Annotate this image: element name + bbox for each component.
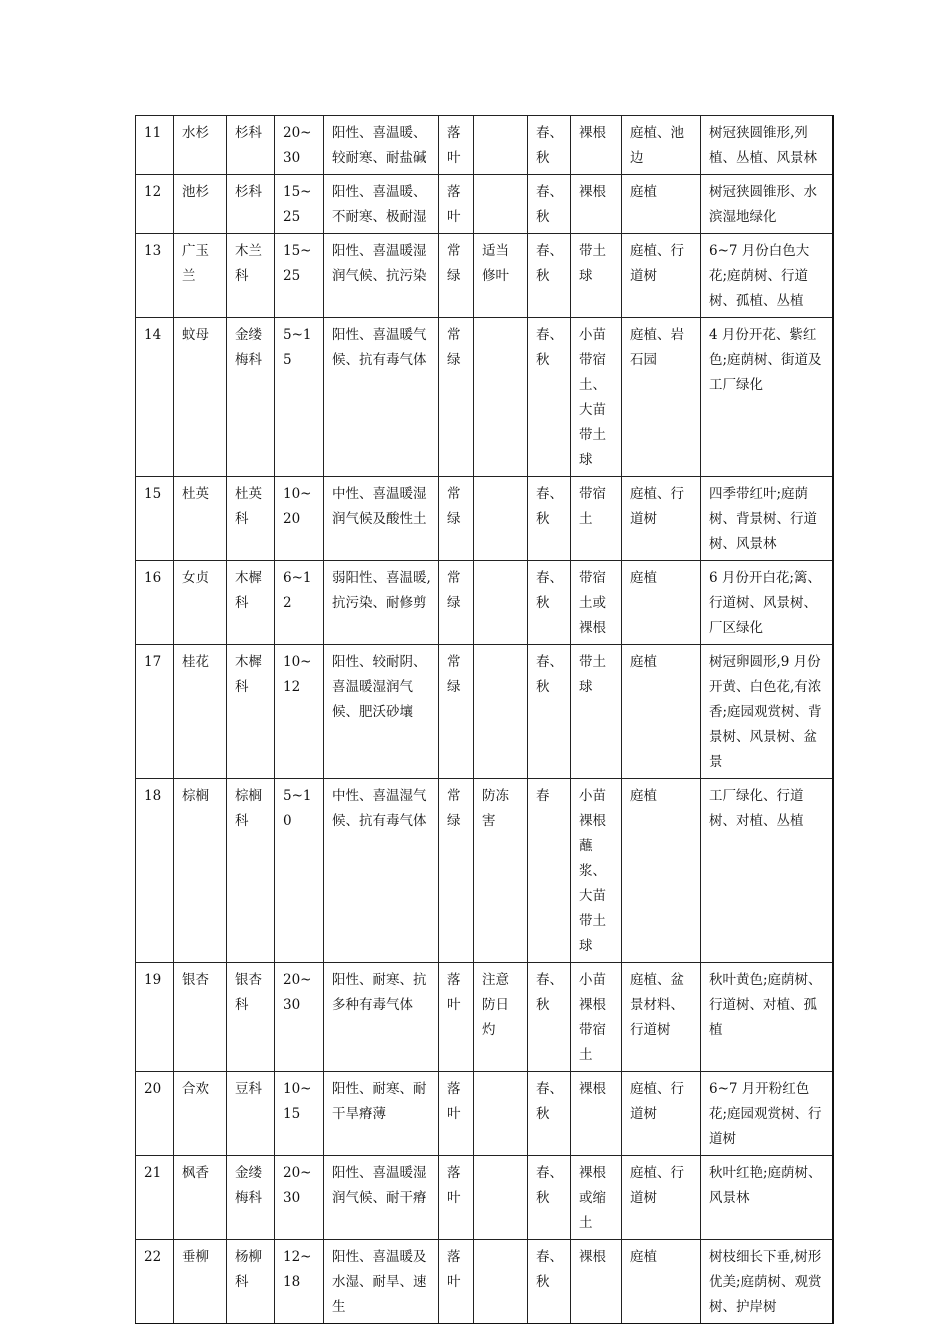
family-cell: 木樨科	[227, 561, 275, 645]
planting-season-cell: 春、秋	[528, 1156, 571, 1240]
leaf-type-cell: 常绿	[439, 318, 474, 477]
planting-season-cell: 春、秋	[528, 234, 571, 318]
habit-cell: 阳性、耐寒、耐干旱瘠薄	[324, 1072, 439, 1156]
transplant-method-cell: 小苗裸根带宿土	[571, 963, 622, 1072]
family-cell: 棕榈科	[227, 779, 275, 963]
leaf-type-cell: 落叶	[439, 116, 474, 175]
family-cell: 木樨科	[227, 645, 275, 779]
height-cell: 15~25	[275, 175, 324, 234]
transplant-method-cell: 带宿土或裸根	[571, 561, 622, 645]
table-row	[136, 477, 833, 561]
family-cell: 豆科	[227, 1072, 275, 1156]
transplant-method-cell: 裸根	[571, 1072, 622, 1156]
care-note-cell	[474, 318, 528, 477]
transplant-method-cell: 小苗带宿土、大苗带土球	[571, 318, 622, 477]
care-note-cell	[474, 116, 528, 175]
care-note-cell: 注意防日灼	[474, 963, 528, 1072]
leaf-type-cell: 落叶	[439, 963, 474, 1072]
use-site-cell: 庭植、行道树	[622, 1072, 701, 1156]
planting-season-cell: 春、秋	[528, 963, 571, 1072]
use-site-cell: 庭植	[622, 779, 701, 963]
care-note-cell	[474, 1072, 528, 1156]
transplant-method-cell: 裸根或缩土	[571, 1156, 622, 1240]
use-site-cell: 庭植、行道树	[622, 234, 701, 318]
care-note-cell: 适当修叶	[474, 234, 528, 318]
row-number-cell: 12	[136, 175, 174, 234]
care-note-cell	[474, 477, 528, 561]
transplant-method-cell: 小苗裸根蘸浆、大苗带土球	[571, 779, 622, 963]
height-cell: 10~20	[275, 477, 324, 561]
height-cell: 10~15	[275, 1072, 324, 1156]
leaf-type-cell: 落叶	[439, 1240, 474, 1324]
row-number-cell: 16	[136, 561, 174, 645]
habit-cell: 阳性、喜温暖、不耐寒、极耐湿	[324, 175, 439, 234]
care-note-cell	[474, 175, 528, 234]
use-site-cell: 庭植、池边	[622, 116, 701, 175]
use-site-cell: 庭植	[622, 561, 701, 645]
habit-cell: 弱阳性、喜温暖,抗污染、耐修剪	[324, 561, 439, 645]
transplant-method-cell: 带宿土	[571, 477, 622, 561]
row-number-cell: 20	[136, 1072, 174, 1156]
table-row	[136, 561, 833, 645]
features-cell: 四季带红叶;庭荫树、背景树、行道树、风景林	[701, 477, 833, 561]
use-site-cell: 庭植、行道树	[622, 477, 701, 561]
family-cell: 杉科	[227, 116, 275, 175]
table-row	[136, 645, 833, 779]
features-cell: 秋叶黄色;庭荫树、行道树、对植、孤植	[701, 963, 833, 1072]
habit-cell: 阳性、较耐阴、喜温暖湿润气候、肥沃砂壤	[324, 645, 439, 779]
table-row	[136, 779, 833, 963]
height-cell: 20~30	[275, 116, 324, 175]
care-note-cell	[474, 645, 528, 779]
habit-cell: 中性、喜温湿气候、抗有毒气体	[324, 779, 439, 963]
family-cell: 木兰科	[227, 234, 275, 318]
height-cell: 20~30	[275, 963, 324, 1072]
row-number-cell: 21	[136, 1156, 174, 1240]
leaf-type-cell: 常绿	[439, 477, 474, 561]
row-number-cell: 19	[136, 963, 174, 1072]
leaf-type-cell: 落叶	[439, 175, 474, 234]
table-row	[136, 1072, 833, 1156]
height-cell: 12~18	[275, 1240, 324, 1324]
table-row	[136, 175, 833, 234]
family-cell: 杨柳科	[227, 1240, 275, 1324]
family-cell: 银杏科	[227, 963, 275, 1072]
features-cell: 树冠卵圆形,9 月份开黄、白色花,有浓香;庭园观赏树、背景树、风景树、盆景	[701, 645, 833, 779]
planting-season-cell: 春、秋	[528, 477, 571, 561]
planting-season-cell: 春、秋	[528, 318, 571, 477]
height-cell: 20~30	[275, 1156, 324, 1240]
plant-name-cell: 水杉	[174, 116, 227, 175]
planting-season-cell: 春、秋	[528, 645, 571, 779]
plant-name-cell: 合欢	[174, 1072, 227, 1156]
table-row	[136, 1156, 833, 1240]
habit-cell: 阳性、喜温暖、较耐寒、耐盐碱	[324, 116, 439, 175]
plant-name-cell: 池杉	[174, 175, 227, 234]
plant-name-cell: 桂花	[174, 645, 227, 779]
row-number-cell: 18	[136, 779, 174, 963]
features-cell: 工厂绿化、行道树、对植、丛植	[701, 779, 833, 963]
height-cell: 5~15	[275, 318, 324, 477]
transplant-method-cell: 裸根	[571, 116, 622, 175]
family-cell: 杉科	[227, 175, 275, 234]
plant-name-cell: 枫香	[174, 1156, 227, 1240]
row-number-cell: 15	[136, 477, 174, 561]
habit-cell: 阳性、喜温暖湿润气候、抗污染	[324, 234, 439, 318]
leaf-type-cell: 常绿	[439, 779, 474, 963]
transplant-method-cell: 带土球	[571, 645, 622, 779]
use-site-cell: 庭植、盆景材料、行道树	[622, 963, 701, 1072]
family-cell: 金缕梅科	[227, 318, 275, 477]
transplant-method-cell: 裸根	[571, 175, 622, 234]
row-number-cell: 22	[136, 1240, 174, 1324]
features-cell: 6~7 月开粉红色花;庭园观赏树、行道树	[701, 1072, 833, 1156]
row-number-cell: 11	[136, 116, 174, 175]
use-site-cell: 庭植、行道树	[622, 1156, 701, 1240]
plant-name-cell: 银杏	[174, 963, 227, 1072]
transplant-method-cell: 裸根	[571, 1240, 622, 1324]
care-note-cell	[474, 1240, 528, 1324]
habit-cell: 阳性、喜温暖气候、抗有毒气体	[324, 318, 439, 477]
leaf-type-cell: 常绿	[439, 645, 474, 779]
planting-season-cell: 春、秋	[528, 561, 571, 645]
features-cell: 树冠狭圆锥形,列植、丛植、风景林	[701, 116, 833, 175]
features-cell: 树冠狭圆锥形、水滨湿地绿化	[701, 175, 833, 234]
habit-cell: 阳性、喜温暖及水湿、耐旱、速生	[324, 1240, 439, 1324]
features-cell: 6~7 月份白色大花;庭荫树、行道树、孤植、丛植	[701, 234, 833, 318]
family-cell: 金缕梅科	[227, 1156, 275, 1240]
row-number-cell: 14	[136, 318, 174, 477]
height-cell: 5~10	[275, 779, 324, 963]
planting-season-cell: 春、秋	[528, 1072, 571, 1156]
leaf-type-cell: 常绿	[439, 234, 474, 318]
height-cell: 15~25	[275, 234, 324, 318]
row-number-cell: 17	[136, 645, 174, 779]
features-cell: 秋叶红艳;庭荫树、风景林	[701, 1156, 833, 1240]
care-note-cell: 防冻害	[474, 779, 528, 963]
transplant-method-cell: 带土球	[571, 234, 622, 318]
habit-cell: 阳性、耐寒、抗多种有毒气体	[324, 963, 439, 1072]
table-row	[136, 1240, 833, 1324]
plant-name-cell: 广玉兰	[174, 234, 227, 318]
planting-season-cell: 春	[528, 779, 571, 963]
plant-table	[135, 115, 834, 1324]
habit-cell: 中性、喜温暖湿润气候及酸性土	[324, 477, 439, 561]
planting-season-cell: 春、秋	[528, 1240, 571, 1324]
table-row	[136, 234, 833, 318]
plant-name-cell: 杜英	[174, 477, 227, 561]
table-row	[136, 963, 833, 1072]
use-site-cell: 庭植	[622, 1240, 701, 1324]
plant-name-cell: 垂柳	[174, 1240, 227, 1324]
family-cell: 杜英科	[227, 477, 275, 561]
care-note-cell	[474, 1156, 528, 1240]
features-cell: 6 月份开白花;篱、行道树、风景树、厂区绿化	[701, 561, 833, 645]
leaf-type-cell: 常绿	[439, 561, 474, 645]
use-site-cell: 庭植	[622, 175, 701, 234]
features-cell: 4 月份开花、紫红色;庭荫树、街道及工厂绿化	[701, 318, 833, 477]
height-cell: 10~12	[275, 645, 324, 779]
leaf-type-cell: 落叶	[439, 1156, 474, 1240]
features-cell: 树枝细长下垂,树形优美;庭荫树、观赏树、护岸树	[701, 1240, 833, 1324]
use-site-cell: 庭植	[622, 645, 701, 779]
row-number-cell: 13	[136, 234, 174, 318]
planting-season-cell: 春、秋	[528, 175, 571, 234]
table-body	[136, 116, 833, 1324]
table-row	[136, 116, 833, 175]
table-row	[136, 318, 833, 477]
height-cell: 6~12	[275, 561, 324, 645]
habit-cell: 阳性、喜温暖湿润气候、耐干瘠	[324, 1156, 439, 1240]
use-site-cell: 庭植、岩石园	[622, 318, 701, 477]
planting-season-cell: 春、秋	[528, 116, 571, 175]
plant-name-cell: 棕榈	[174, 779, 227, 963]
plant-name-cell: 女贞	[174, 561, 227, 645]
plant-name-cell: 蚊母	[174, 318, 227, 477]
leaf-type-cell: 落叶	[439, 1072, 474, 1156]
care-note-cell	[474, 561, 528, 645]
